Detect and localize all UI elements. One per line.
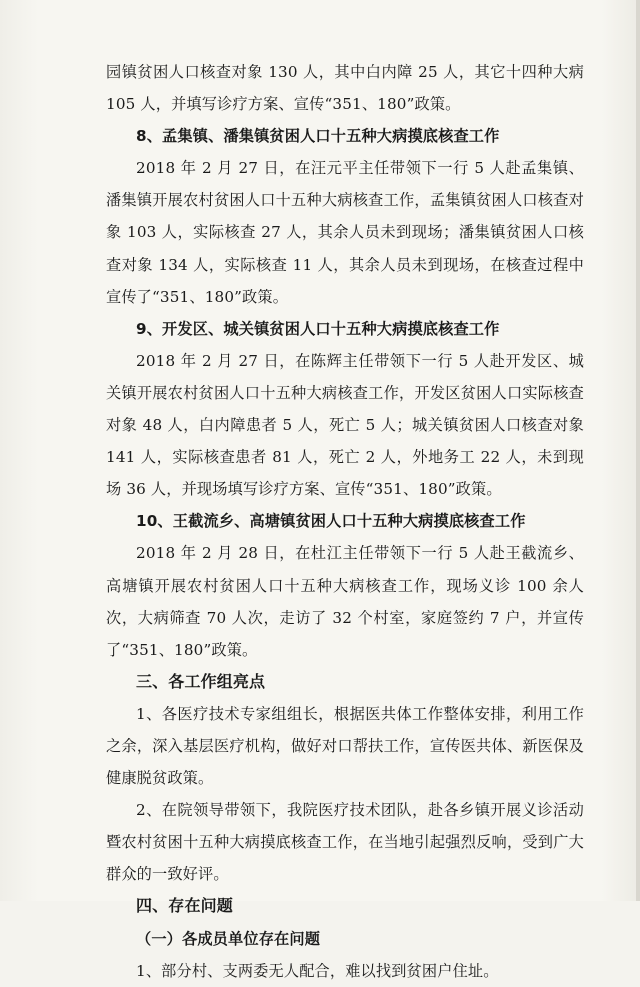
body-paragraph: 2、在院领导带领下，我院医疗技术团队，赴各乡镇开展义诊活动暨农村贫困十五种大病摸底核查工作，在当地引起强烈反响，受到广大群众的一致好评。: [106, 801, 584, 884]
body-paragraph: 园镇贫困人口核查对象 130 人，其中白内障 25 人，其它十四种大病 105 人，并填写诊疗方案、宣传“351、180”政策。: [106, 63, 584, 114]
body-paragraph: 2018 年 2 月 27 日，在陈辉主任带领下一行 5 人赴开发区、城关镇开展农村贫困人口十五种大病核查工作，开发区贫困人口实际核查对象 48 人，白内障患者 5 人，死亡 5 人；城关镇贫困人口核查对象 141 人，实际核查患者 81 人，死亡 2 人，外地务工 22 人，未到现场 36 人，并现场填写诊疗方案、宣传“351、180”政策。: [106, 351, 584, 499]
section-heading: 三、各工作组亮点: [136, 671, 266, 691]
document-body: [106, 56, 584, 987]
body-paragraph: 2018 年 2 月 27 日，在汪元平主任带领下一行 5 人赴孟集镇、潘集镇开展农村贫困人口十五种大病核查工作，孟集镇贫困人口核查对象 103 人，实际核查 27 人，其余人员未到现场；潘集镇贫困人口核查对象 134 人，实际核查 11 人，其余人员未到现场，在核查过程中宣传了“351、180”政策。: [106, 159, 584, 306]
scan-edge: [636, 0, 640, 901]
section-heading: 四、存在问题: [136, 896, 233, 916]
section-heading: 10、王截流乡、高塘镇贫困人口十五种大病摸底核查工作: [136, 512, 526, 531]
body-paragraph: 1、部分村、支两委无人配合，难以找到贫困户住址。: [136, 961, 499, 980]
section-heading: （一）各成员单位存在问题: [136, 929, 321, 948]
body-paragraph: 2018 年 2 月 28 日，在杜江主任带领下一行 5 人赴王截流乡、高塘镇开展农村贫困人口十五种大病核查工作，现场义诊 100 余人次，大病筛查 70 人次，走访了 32 个村室，家庭签约 7 户，并宣传了“351、180”政策。: [106, 544, 584, 659]
section-heading: 8、孟集镇、潘集镇贫困人口十五种大病摸底核查工作: [136, 127, 500, 146]
section-heading: 9、开发区、城关镇贫困人口十五种大病摸底核查工作: [136, 319, 500, 338]
body-paragraph: 1、各医疗技术专家组组长，根据医共体工作整体安排，利用工作之余，深入基层医疗机构，做好对口帮扶工作，宣传医共体、新医保及健康脱贫政策。: [106, 704, 584, 788]
